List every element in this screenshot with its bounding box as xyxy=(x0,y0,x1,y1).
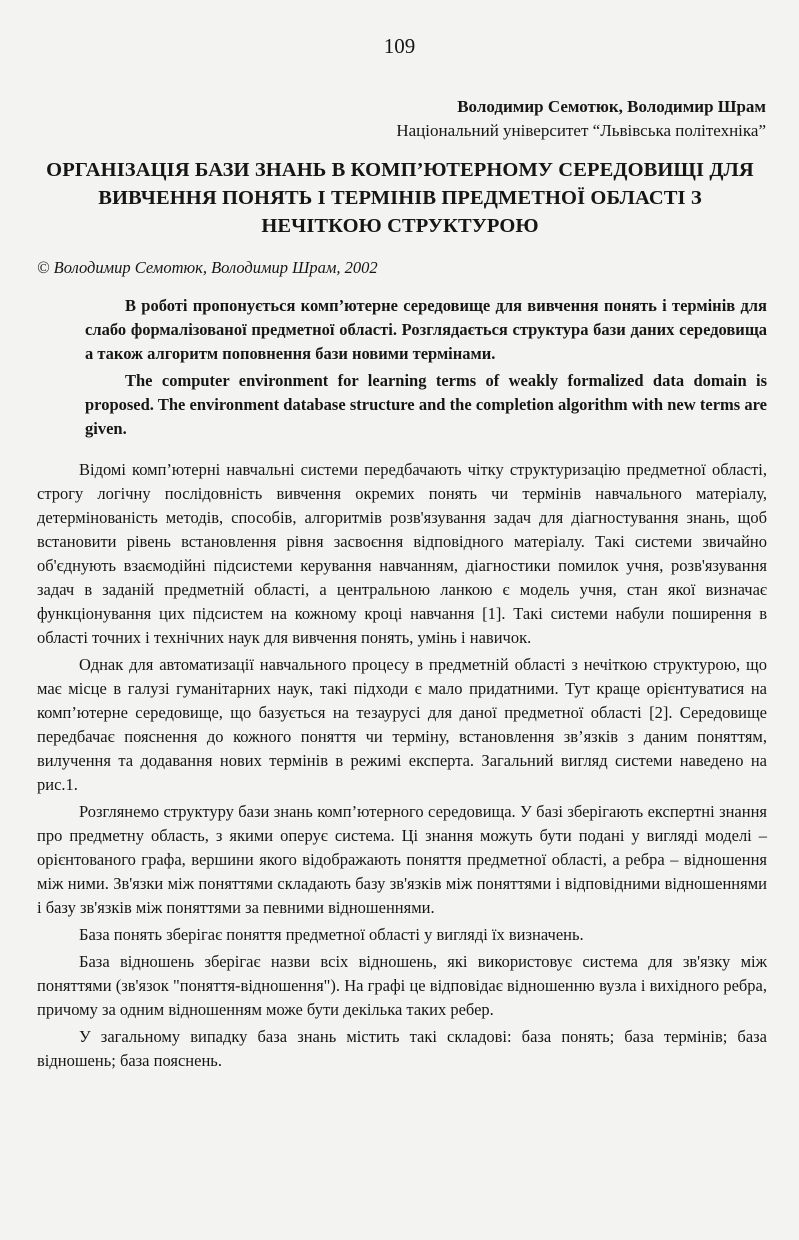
page-number: 109 xyxy=(383,34,416,58)
abstract-ukrainian: В роботі пропонується комп’ютерне середовище для вивчення понять і термінів для слабо формалізованої предметної області. Розглядається структура бази даних середовища а також алгоритм поповнення бази новими термінами. xyxy=(85,296,767,363)
paper-title: ОРГАНІЗАЦІЯ БАЗИ ЗНАНЬ В КОМП’ЮТЕРНОМУ СЕРЕДОВИЩІ ДЛЯ ВИВЧЕННЯ ПОНЯТЬ І ТЕРМІНІВ ПРЕДМЕТНОЇ ОБЛАСТІ З НЕЧІТКОЮ СТРУКТУРОЮ xyxy=(46,159,754,237)
author-names: Володимир Семотюк, Володимир Шрам xyxy=(457,97,766,116)
body-text xyxy=(37,458,767,1073)
body-paragraph: Розглянемо структуру бази знань комп’ютерного середовища. У базі зберігають експертні знання про предметну область, з якими оперує система. Ці знання можуть бути подані у вигляді моделі – орієнтованого графа, вершини якого відображають поняття предметної області, а ребра – відношення між ними. Зв'язки між поняттями складають базу зв'язків між поняттями і відповідними відношеннями і базу зв'язків між поняттями за певними відношеннями. xyxy=(37,802,767,917)
body-paragraph: У загальному випадку база знань містить такі складові: база понять; база термінів; база відношень; база пояснень. xyxy=(37,1027,767,1070)
body-paragraph: Однак для автоматизації навчального процесу в предметній області з нечіткою структурою, що має місце в галузі гуманітарних наук, такі підходи є мало придатними. Тут краще орієнтуватися на комп’ютерне середовище, що базується на тезаурусі для даної предметної області [2]. Середовище передбачає пояснення до кожного поняття чи терміну, встановлення зв’язків з даним поняттям, вилучення та додавання нових термінів в режимі експерта. Загальний вигляд системи наведено на рис.1. xyxy=(37,655,767,794)
body-paragraph: База відношень зберігає назви всіх відношень, які використовує система для зв'язку між поняттями (зв'язок "поняття-відношення"). На графі це відповідає відношенню вузла і вихідного ребра, причому за одним відношенням може бути декілька таких ребер. xyxy=(37,952,767,1019)
affiliation: Національний університет “Львівська політехніка” xyxy=(396,121,766,140)
body-paragraph: База понять зберігає поняття предметної області у вигляді їх визначень. xyxy=(79,925,584,944)
copyright-line: © Володимир Семотюк, Володимир Шрам, 2002 xyxy=(37,258,378,277)
body-paragraph: Відомі комп’ютерні навчальні системи передбачають чітку структуризацію предметної області, строгу логічну послідовність вивчення окремих понять чи термінів навчального матеріалу, детермінованість методів, способів, алгоритмів розв'язування задач для діагностування знань, щоб встановити рівень встановлення рівня засвоєння відповідного матеріалу. Такі системи звичайно об'єднують взаємодійні підсистеми керування навчанням, діагностики помилок учня, розв'язування задач в заданій предметній області, а центральною ланкою є модель учня, стан якої визначає функціонування цих підсистем на кожному кроці навчання [1]. Такі системи набули поширення в області точних і технічних наук для вивчення понять, умінь і навичок. xyxy=(37,460,767,647)
author-block xyxy=(396,95,766,143)
abstract-english: The computer environment for learning terms of weakly formalized data domain is proposed. The environment database structure and the completion algorithm with new terms are given. xyxy=(85,371,767,438)
